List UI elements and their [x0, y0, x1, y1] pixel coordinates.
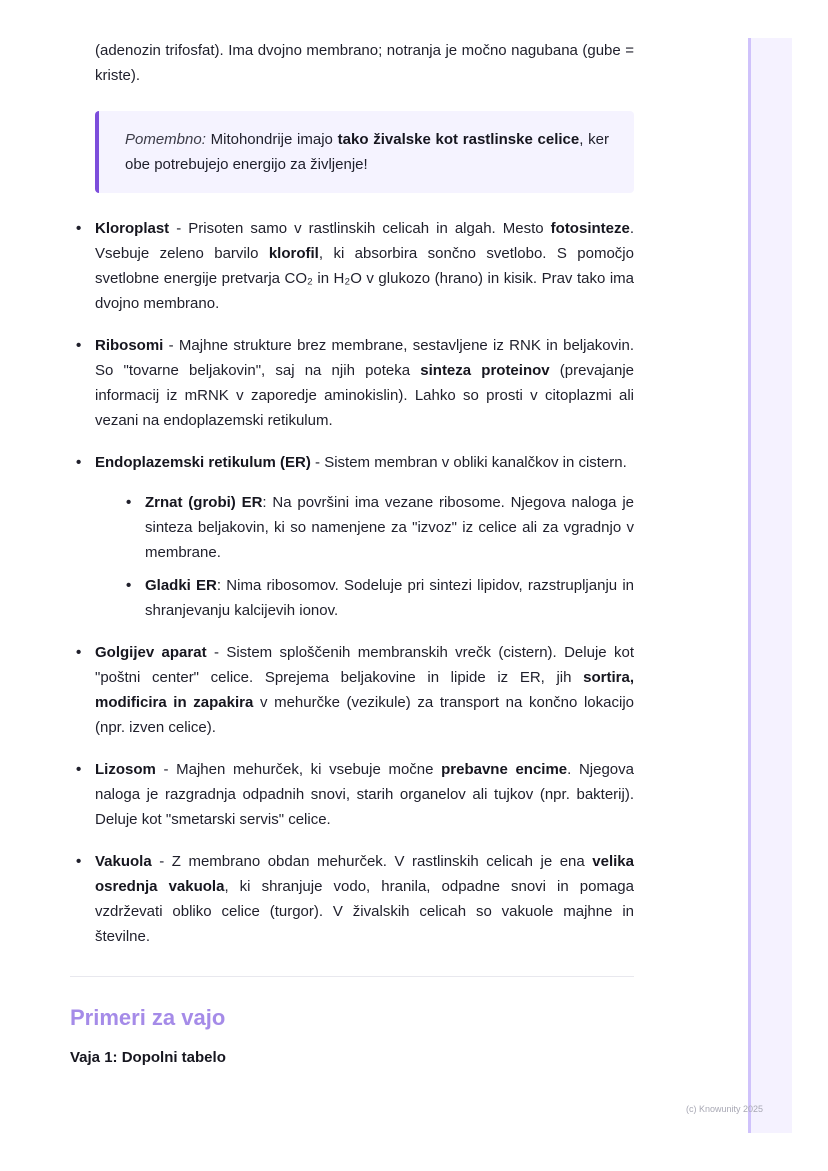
organelle-item	[70, 849, 634, 949]
sub-item	[120, 490, 634, 565]
organelle-term: Ribosomi	[95, 337, 164, 354]
document-content	[70, 38, 634, 1069]
callout-text-after: , ker obe potrebujejo energijo za življenje!	[125, 131, 609, 173]
sub-term: Gladki ER	[145, 577, 217, 594]
sub-list	[95, 490, 634, 623]
exercise-title: Vaja 1: Dopolni tabelo	[70, 1049, 226, 1066]
callout-bold-text: tako živalske kot rastlinske celice	[337, 131, 580, 148]
important-callout	[95, 111, 634, 193]
organelle-list	[70, 216, 634, 949]
organelle-term: Vakuola	[95, 853, 152, 870]
description-text: , ki absorbira sončno svetlobo. S pomočjo svetlobne energije pretvarja CO₂ in H₂O v glukozo (hrano) in kisik. Prav tako ima dvojno membrano.	[95, 245, 634, 312]
sub-description: : Na površini ima vezane ribosome. Njegova naloga je sinteza beljakovin, ki so namenjene za "izvoz" iz celice ali za vgradnjo v membrane.	[145, 494, 634, 561]
description-text: - Majhen mehurček, ki vsebuje močne	[155, 761, 442, 778]
organelle-item	[70, 333, 634, 433]
emphasis-text: velika osrednja vakuola	[95, 853, 634, 895]
organelle-term: Lizosom	[95, 761, 156, 778]
emphasis-text: klorofil	[268, 245, 319, 262]
description-text: - Sistem membran v obliki kanalčkov in cistern.	[310, 454, 627, 471]
description-text: - Prisoten samo v rastlinskih celicah in algah. Mesto	[169, 220, 551, 237]
emphasis-text: sortira, modificira in zapakira	[95, 669, 634, 711]
sub-term: Zrnat (grobi) ER	[145, 494, 263, 511]
organelle-item	[70, 757, 634, 832]
organelle-term: Kloroplast	[95, 220, 170, 237]
sub-item	[120, 573, 634, 623]
callout-text	[125, 127, 609, 177]
side-panel	[748, 38, 792, 1133]
emphasis-text: prebavne encime	[441, 761, 568, 778]
section-title: Primeri za vajo	[70, 1005, 226, 1030]
section-divider	[70, 976, 634, 977]
description-text: - Z membrano obdan mehurček. V rastlinskih celicah je ena	[151, 853, 593, 870]
description-text: , ki shranjuje vodo, hranila, odpadne snovi in pomaga vzdrževati obliko celice (turgor). V živalskih celicah so vakuole majhne in številne.	[95, 878, 634, 945]
organelle-item	[70, 216, 634, 316]
copyright-footer: (c) Knowunity 2025	[686, 1104, 764, 1114]
description-text: - Majhne strukture brez membrane, sestavljene iz RNK in beljakovin. So "tovarne beljakovin", saj na njih poteka	[95, 337, 634, 379]
description-text: . Vsebuje zeleno barvilo	[95, 220, 634, 262]
sub-description: : Nima ribosomov. Sodeluje pri sintezi lipidov, razstrupljanju in shranjevanju kalcijevih ionov.	[145, 577, 634, 619]
description-text: (prevajanje informacij iz mRNK v zaporedje aminokislin). Lahko so prosti v citoplazmi ali vezani na endoplazemski retikulum.	[95, 362, 634, 429]
description-text: . Njegova naloga je razgradnja odpadnih snovi, starih organelov ali tujkov (npr. bakterij). Deluje kot "smetarski servis" celice.	[95, 761, 634, 828]
intro-paragraph: (adenozin trifosfat). Ima dvojno membrano; notranja je močno nagubana (gube = kriste).	[95, 42, 634, 84]
description-text: - Sistem sploščenih membranskih vrečk (cistern). Deluje kot "poštni center" celice. Sprejema beljakovine in lipide iz ER, jih	[95, 644, 634, 686]
organelle-item	[70, 640, 634, 740]
callout-label: Pomembno:	[125, 131, 206, 148]
description-text: v mehurčke (vezikule) za transport na končno lokacijo (npr. izven celice).	[95, 694, 634, 736]
organelle-term: Golgijev aparat	[95, 644, 207, 661]
organelle-item	[70, 450, 634, 623]
emphasis-text: fotosinteze	[550, 220, 630, 237]
emphasis-text: sinteza proteinov	[420, 362, 550, 379]
callout-text-before: Mitohondrije imajo	[205, 131, 338, 148]
organelle-term: Endoplazemski retikulum (ER)	[95, 454, 311, 471]
